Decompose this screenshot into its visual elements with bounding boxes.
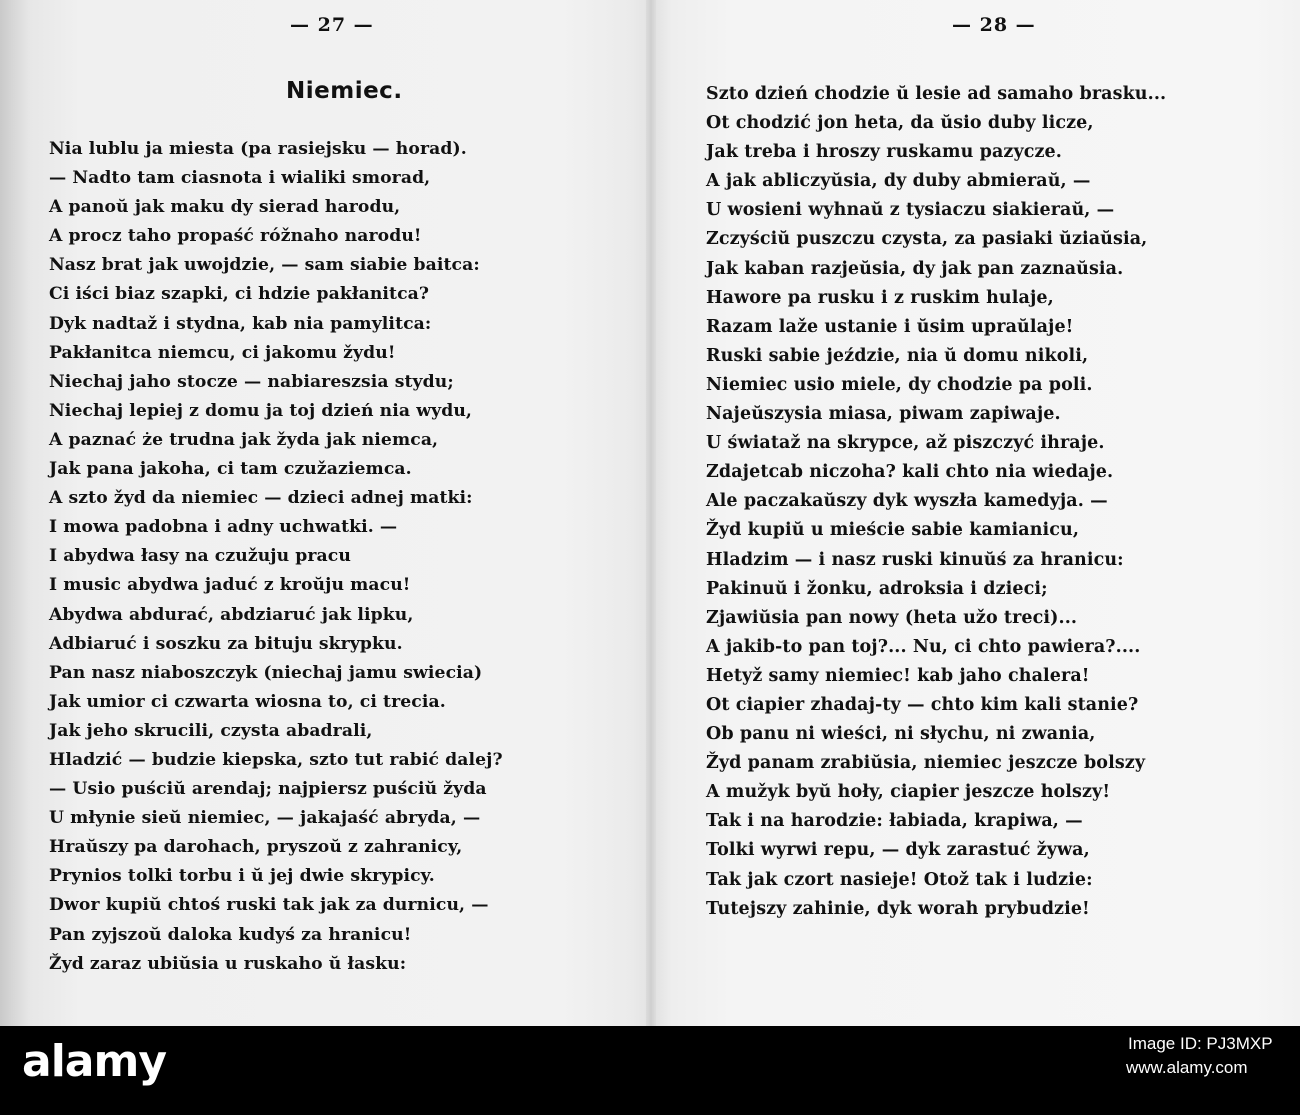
right-poem-line: Hetyž samy niemiec! kab jaho chalera! [706,665,1090,686]
right-poem-line: Ot ciapier zhadaj-ty — chto kim kali stanie? [706,694,1139,715]
left-poem-line: Jak jeho skrucili, czysta abadrali, [49,720,373,741]
left-poem-line: — Nadto tam ciasnota i wialiki smorad, [49,168,431,189]
left-poem-line: Nia lublu ja miesta (pa rasiejsku — horad). [49,139,467,159]
left-poem-line: Hladzić — budzie kiepska, szto tut rabić dalej? [49,749,503,770]
poem-title: Niemiec. [286,78,403,104]
left-poem-line: Dwor kupiŭ chtoś ruski tak jak za durnicu, — [49,895,489,916]
left-poem-line: Niechaj lepiej z domu ja toj dzień nia wydu, [49,400,473,421]
right-poem-lines [706,80,1166,924]
right-poem-line: Ale paczakaŭszy dyk wyszła kamedyja. — [706,491,1108,512]
left-poem-line: Pakłanitca niemcu, ci jakomu žydu! [49,342,396,363]
right-poem-line: Tak jak czort nasieje! Otož tak i ludzie: [706,869,1093,890]
left-poem-line: Pan nasz niaboszczyk (niechaj jamu swiecia) [49,662,483,683]
left-poem-line: Niechaj jaho stocze — nabiareszsia stydu; [49,371,454,392]
right-poem-line: Zjawiŭsia pan nowy (heta užo treci)... [706,607,1078,628]
left-poem-lines [49,135,503,979]
site-url-label: www.alamy.com [1126,1058,1248,1077]
right-poem-line: Najeŭszysia miasa, piwam zapiwaje. [706,404,1061,425]
right-poem-line: U wosieni wyhnaŭ z tysiaczu siakieraŭ, — [706,200,1115,221]
right-poem-line: Tak i na harodzie: łabiada, krapiwa, — [706,811,1083,832]
right-poem-line: A jakib-to pan toj?... Nu, ci chto pawiera?.... [706,636,1141,657]
left-poem-line: Pan zyjszoŭ daloka kudyś za hranicu! [49,924,412,945]
right-poem-line: Hladzim — i nasz ruski kinuŭś za hranicu: [706,549,1124,570]
left-poem-line: I mowa padobna i adny uchwatki. — [49,517,398,538]
book-gutter [646,0,656,1026]
right-poem-line: Žyd panam zrabiŭsia, niemiec jeszcze bolszy [706,753,1146,774]
right-poem-line: Zczyściŭ puszczu czysta, za pasiaki ŭziaŭsia, [706,229,1148,250]
left-poem-line: A procz taho propaść róžnaho narodu! [49,226,422,247]
right-poem-line: Razam laže ustanie i ŭsim upraŭlaje! [706,316,1074,337]
image-id-label: Image ID: PJ3MXP [1128,1034,1273,1053]
left-poem-line: U młynie sieŭ niemiec, — jakajaść abryda, — [49,808,481,829]
left-poem-line: — Usio puściŭ arendaj; najpiersz puściŭ žyda [49,779,487,800]
right-poem-line: U świataž na skrypce, až piszczyć ihraje. [706,433,1105,454]
left-page-number: — 27 — [290,14,374,36]
right-poem-line: Hawore pa rusku i z ruskim hulaje, [706,287,1054,308]
left-poem-line: I abydwa łasy na czužuju pracu [49,546,351,567]
right-poem-line: Tutejszy zahinie, dyk worah prybudzie! [706,898,1090,919]
right-poem-line: Niemiec usio miele, dy chodzie pa poli. [706,374,1093,395]
left-poem-line: Jak pana jakoha, ci tam czužaziemca. [49,459,412,480]
left-poem-line: I music abydwa jaduć z kroŭju macu! [49,575,411,596]
left-poem-line: Žyd zaraz ubiŭsia u ruskaho ŭ łasku: [49,953,407,974]
right-poem-line: Tolki wyrwi repu, — dyk zarastuć žywa, [706,840,1090,861]
left-poem-line: Nasz brat jak uwojdzie, — sam siabie baitca: [49,255,480,276]
right-poem-line: Žyd kupiŭ u mieście sabie kamianicu, [706,520,1080,541]
right-poem-line: Jak treba i hroszy ruskamu pazycze. [706,142,1062,163]
right-poem-line: A jak abliczyŭsia, dy duby abmieraŭ, — [706,171,1091,192]
left-poem-line: Hraŭszy pa darohach, pryszoŭ z zahranicy, [49,837,463,858]
left-poem-line: A szto žyd da niemiec — dzieci adnej matki: [49,488,473,509]
right-page-number: — 28 — [952,14,1036,36]
left-poem-line: Jak umior ci czwarta wiosna to, ci trecia. [49,691,446,712]
right-poem-line: Zdajetcab niczoha? kali chto nia wiedaje. [706,462,1114,483]
left-poem-line: Adbiaruć i soszku za bituju skrypku. [49,633,403,654]
watermark-bar [0,1026,1300,1115]
left-poem-line: A panoŭ jak maku dy sierad harodu, [49,197,401,218]
right-poem-line: Ob panu ni wieści, ni słychu, ni zwania, [706,724,1096,745]
left-poem-line: Ci iści biaz szapki, ci hdzie pakłanitca? [49,284,430,305]
right-poem-line: Szto dzień chodzie ŭ lesie ad samaho brasku... [706,84,1167,104]
left-poem-line: Dyk nadtaž i stydna, kab nia pamylitca: [49,313,432,334]
right-poem-line: Ruski sabie jeździe, nia ŭ domu nikoli, [706,345,1089,366]
right-poem-line: Pakinuŭ i žonku, adroksia i dzieci; [706,578,1048,599]
left-poem-line: Prynios tolki torbu i ŭ jej dwie skrypicy. [49,866,435,887]
right-poem-line: A mužyk byŭ hoły, ciapier jeszcze holszy! [706,782,1111,803]
left-page [0,0,652,1026]
right-poem-line: Ot chodzić jon heta, da ŭsio duby licze, [706,113,1094,134]
left-poem-line: Abydwa abdurać, abdziaruć jak lipku, [49,604,414,625]
alamy-logo: alamy [22,1036,166,1087]
left-poem-line: A paznać że trudna jak žyda jak niemca, [49,429,439,450]
right-page [652,0,1300,1026]
right-poem-line: Jak kaban razjeŭsia, dy jak pan zaznaŭsia. [706,258,1124,279]
